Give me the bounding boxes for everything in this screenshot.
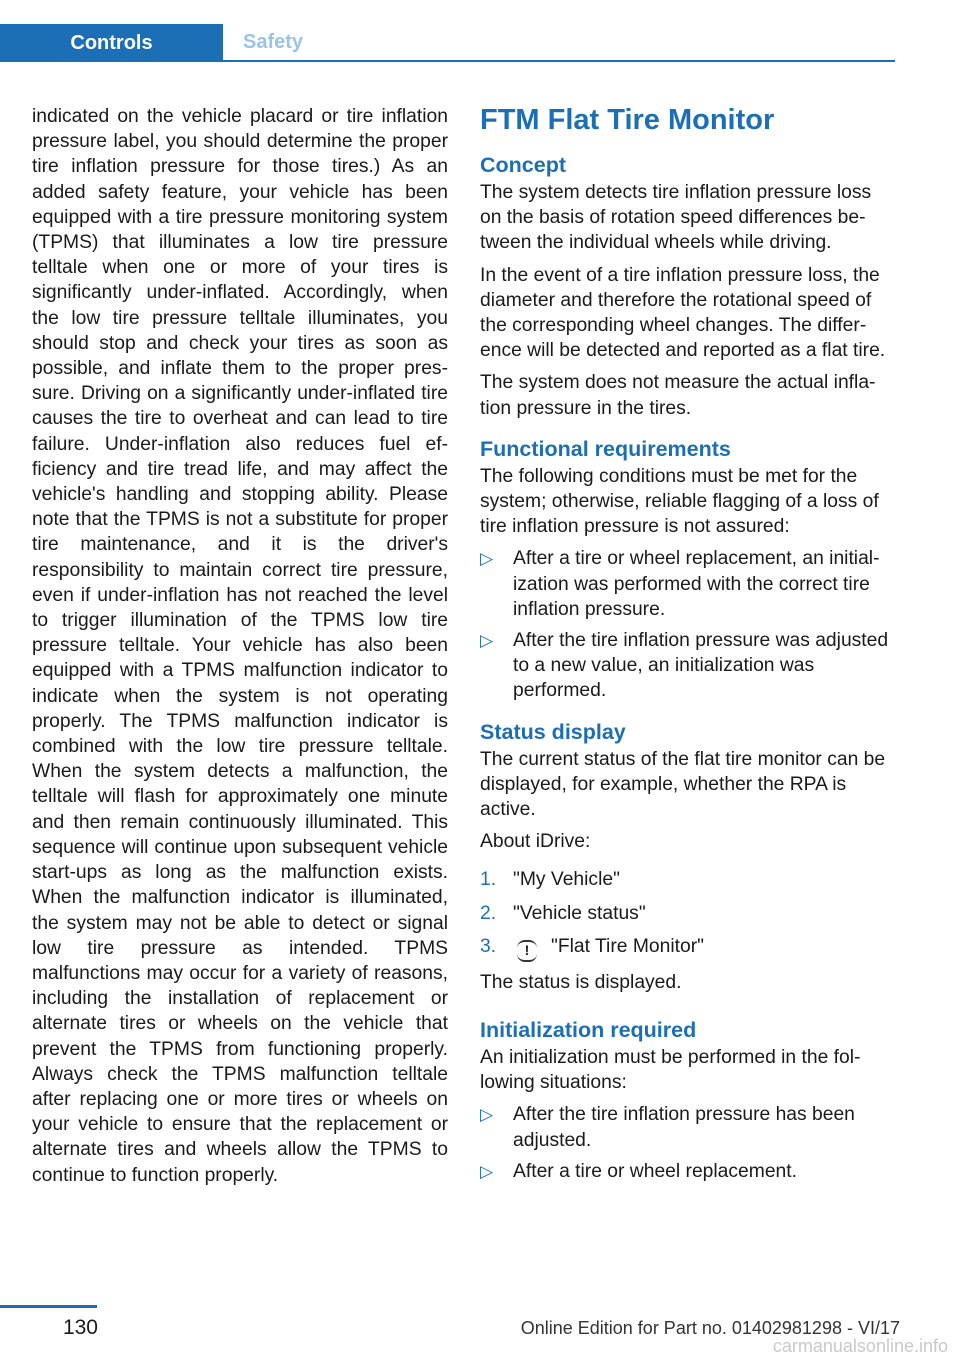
tab-controls[interactable]: Controls — [0, 24, 223, 62]
footer-rule — [0, 1305, 97, 1308]
concept-p1: The system detects tire inflation pressure loss on the basis of rotation speed differences between the individual wheels while driving. — [480, 182, 872, 254]
step-item — [480, 934, 894, 962]
edition-note: Online Edition for Part no. 01402981298 - VI/17 — [520, 1318, 900, 1338]
step-text: "Vehicle status" — [513, 902, 646, 924]
concept-heading: Concept — [480, 153, 566, 177]
concept-p2: In the event of a tire inflation pressure loss, the diameter and therefore the rotational speed of the corresponding wheel changes. The difference will be detected and reported as a flat tire. — [480, 264, 886, 362]
page-number: 130 — [62, 1316, 98, 1339]
functional-intro: The following conditions must be met for the system; otherwise, reliable flagging of a loss of tire inflation pressure is not assured: — [480, 465, 879, 538]
concept-p3: The system does not measure the actual inflation pressure in the tires. — [480, 372, 876, 419]
triangle-right-icon: ▷ — [480, 1161, 494, 1181]
init-intro: An initialization must be performed in the following situations: — [480, 1047, 861, 1094]
step-text: "My Vehicle" — [513, 869, 620, 891]
tab-safety[interactable]: Safety — [242, 30, 304, 53]
triangle-right-icon: ▷ — [480, 549, 494, 569]
triangle-right-icon: ▷ — [480, 631, 494, 651]
list-item-text: After the tire inflation pressure was adjusted to a new value, an initialization was performed. — [513, 630, 889, 702]
status-p3: The status is displayed. — [480, 971, 682, 993]
left-column — [32, 104, 448, 1188]
tpms-paragraph: indicated on the vehicle placard or tire inflation pressure label, you should determine the proper tire inflation pressure for those tires.) As an added safety feature, your vehicle has been equipped with a tire pressure monitoring system (TPMS) that illuminates a low tire pressure telltale when one or more of your tires is significantly under-inflated. Accordingly, when the low tire pressure telltale illuminates, you should stop and check your tires as soon as possible, and inflate them to the proper pressure. Driving on a significantly under-inflated tire causes the tire to overheat and can lead to tire failure. Under-inflation also reduces fuel efficiency and tire tread life, and may affect the vehicle's handling and stopping ability. Please note that the TPMS is not a substitute for proper tire maintenance, and it is the driver's responsibility to maintain correct tire pressure, even if under-inflation has not reached the level to trigger illumination of the TPMS low tire pressure telltale. Your vehicle has also been equipped with a TPMS malfunction indicator to indicate when the system is not operating properly. The TPMS malfunction indicator is combined with the low tire pressure telltale. When the system detects a malfunction, the telltale will flash for approximately one minute and then remain continuously illuminated. This sequence will continue upon subsequent vehicle start-ups as long as the malfunction exists. When the malfunction indicator is illuminated, the system may not be able to detect or signal low tire pressure as intended. TPMS malfunctions may occur for a variety of reasons, including the installation of replacement or alternate tires or wheels on the vehicle that prevent the TPMS from functioning properly. Always check the TPMS malfunction telltale after replacing one or more tires or wheels on your vehicle to ensure that the replacement or alternate tires and wheels allow the TPMS to continue to function properly. — [32, 106, 448, 1186]
functional-heading: Functional requirements — [480, 436, 731, 461]
triangle-right-icon: ▷ — [480, 1105, 494, 1125]
watermark: carmanualsonline.info — [772, 1336, 948, 1356]
list-item — [480, 1159, 894, 1184]
step-item — [480, 901, 894, 926]
step-number: 3. — [480, 935, 497, 957]
step-number: 1. — [480, 869, 497, 891]
list-item — [480, 546, 894, 622]
list-item-text: After a tire or wheel replacement. — [513, 1160, 797, 1182]
list-item — [480, 1102, 894, 1152]
right-column — [480, 100, 894, 1190]
step-item — [480, 867, 894, 892]
init-heading: Initialization required — [480, 1018, 697, 1043]
section-tabs — [0, 24, 895, 62]
list-item — [480, 628, 894, 704]
tire-pressure-warning-icon: ! — [517, 940, 537, 962]
step-text: "Flat Tire Monitor" — [551, 935, 704, 957]
status-heading: Status display — [480, 719, 626, 744]
list-item-text: After a tire or wheel replacement, an initialization was performed with the correct tire inflation pressure. — [513, 548, 880, 620]
status-p2: About iDrive: — [480, 831, 591, 853]
section-title: FTM Flat Tire Monitor — [480, 104, 775, 136]
status-p1: The current status of the flat tire monitor can be displayed, for example, whether the RPA is active. — [480, 748, 886, 821]
step-number: 2. — [480, 902, 497, 924]
list-item-text: After the tire inflation pressure has been adjusted. — [513, 1104, 855, 1151]
